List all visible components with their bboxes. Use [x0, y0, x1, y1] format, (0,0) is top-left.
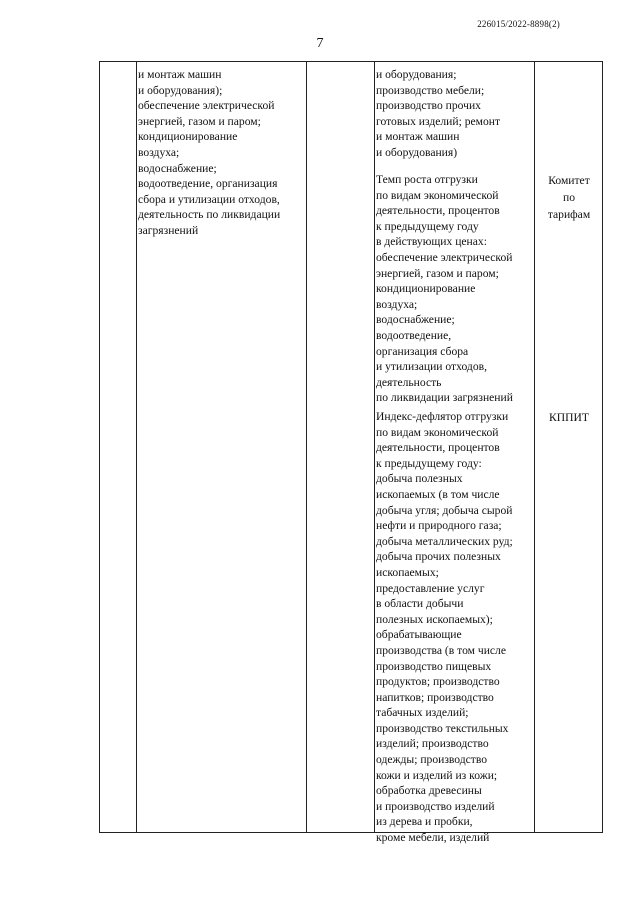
- indicator-continuation-cell: и оборудования; производство мебели; производство прочих готовых изделий; ремонт и монтаж машин и оборудования): [376, 68, 501, 159]
- indicators-table: [99, 61, 603, 845]
- economic-activity-cell: и монтаж машин и оборудования); обеспечение электрической энергией, газом и паром; кондиционирование воздуха; водоснабжение; водоотведение, организация сбора и утилизации отходов, деятельность по ликвидации загрязнений: [138, 68, 281, 237]
- indicator-shipment-growth-rate: Темп роста отгрузки по видам экономической деятельности, процентов к предыдущему году в действующих ценах: обеспечение электрической энергией, газом и паром; кондиционирование воздуха; водоснабжение; водоотведение, организация сбора и утилизации отходов, деятельность по ликвидации загрязнений: [376, 173, 513, 405]
- column-divider-3: [374, 62, 375, 832]
- column-divider-4: [534, 62, 535, 832]
- responsible-body-tariff-committee: Комитет по тарифам: [547, 174, 591, 221]
- indicator-deflator-index: Индекс-дефлятор отгрузки по видам экономической деятельности, процентов к предыдущему году: добыча полезных ископаемых (в том числе добыча угля; добыча сырой нефти и природного газа; добыча металлических руд; добыча прочих полезных ископаемых; предоставление услуг в области добычи полезных ископаемых); обрабатывающие производства (в том числе производство пищевых продуктов; производство напитков; производство табачных изделий; производство текстильных изделий; производство одежды; производство кожи и изделий из кожи; обработка древесины и производство изделий из дерева и пробки, кроме мебели, изделий: [376, 410, 513, 845]
- responsible-body-kppit: КППИТ: [549, 411, 589, 424]
- column-divider-2: [306, 62, 307, 832]
- column-divider-1: [136, 62, 137, 832]
- document-registration-number: 226015/2022-8898(2): [477, 19, 560, 29]
- page-number: 7: [316, 36, 324, 51]
